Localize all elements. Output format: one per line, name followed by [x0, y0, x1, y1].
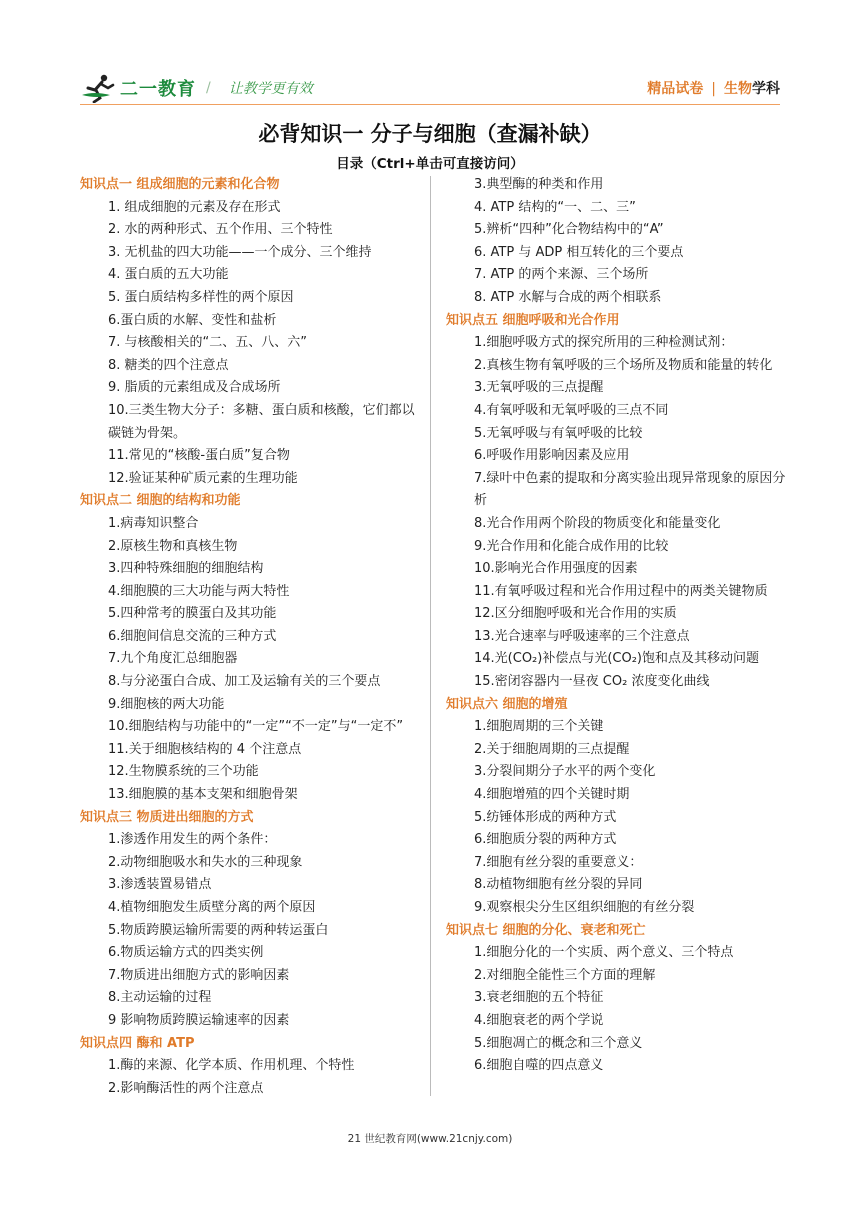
- toc-link[interactable]: 9. 脂质的元素组成及合成场所: [108, 380, 281, 396]
- toc-link[interactable]: 2.关于细胞周期的三点提醒: [474, 741, 630, 757]
- document-title: 必背知识一 分子与细胞（查漏补缺）: [258, 121, 602, 146]
- toc-link[interactable]: 5.四种常考的膜蛋白及其功能: [108, 606, 277, 622]
- toc-link[interactable]: 5.纺锤体形成的两种方式: [474, 809, 617, 825]
- toc-link[interactable]: 3. 无机盐的四大功能——一个成分、三个维持: [108, 244, 372, 260]
- toc-link[interactable]: 6.蛋白质的水解、变性和盐析: [108, 312, 277, 328]
- toc-link[interactable]: 8.光合作用两个阶段的物质变化和能量变化: [474, 515, 721, 531]
- toc-right-column: [446, 174, 786, 1078]
- toc-link[interactable]: 7.绿叶中色素的提取和分离实验出现异常现象的原因分析: [474, 470, 786, 509]
- toc-link[interactable]: 12.生物膜系统的三个功能: [108, 764, 259, 780]
- toc-link[interactable]: 4. ATP 结构的“一、二、三”: [474, 199, 636, 215]
- brand-logo[interactable]: [80, 70, 313, 106]
- toc-link[interactable]: 4.植物细胞发生质壁分离的两个原因: [108, 900, 316, 915]
- toc-link[interactable]: 3.分裂间期分子水平的两个变化: [474, 764, 656, 780]
- toc-link[interactable]: 1.病毒知识整合: [108, 515, 199, 531]
- toc-link[interactable]: 4.细胞增殖的四个关键时期: [474, 787, 630, 803]
- toc-link[interactable]: 8.动植物细胞有丝分裂的异同: [474, 877, 643, 893]
- header-subject-label: [647, 78, 780, 98]
- page-header: [80, 70, 780, 106]
- toc-link[interactable]: 2.对细胞全能性三个方面的理解: [474, 967, 656, 983]
- toc-section-heading[interactable]: 知识点四 酶和 ATP: [80, 1035, 195, 1051]
- toc-link[interactable]: 1. 组成细胞的元素及存在形式: [108, 199, 281, 215]
- toc-link[interactable]: 8.主动运输的过程: [108, 990, 212, 1006]
- toc-section-heading[interactable]: 知识点三 物质进出细胞的方式: [80, 809, 254, 825]
- toc-link[interactable]: 10.影响光合作用强度的因素: [474, 561, 638, 577]
- toc-link[interactable]: 1.细胞周期的三个关键: [474, 719, 604, 735]
- header-subject-suffix: 学科: [752, 81, 780, 97]
- toc-link[interactable]: 6.细胞自噬的四点意义: [474, 1058, 604, 1074]
- toc-link[interactable]: 6.物质运输方式的四类实例: [108, 945, 264, 961]
- toc-heading: 目录（Ctrl+单击可直接访问）: [336, 156, 524, 172]
- toc-link[interactable]: 1.细胞分化的一个实质、两个意义、三个特点: [474, 945, 734, 961]
- toc-link[interactable]: 13.细胞膜的基本支架和细胞骨架: [108, 787, 298, 803]
- toc-link[interactable]: 4. 蛋白质的五大功能: [108, 267, 229, 283]
- toc-link[interactable]: 5.辨析“四种”化合物结构中的“A”: [474, 222, 664, 238]
- toc-link[interactable]: 14.光(CO₂)补偿点与光(CO₂)饱和点及其移动问题: [474, 651, 760, 667]
- toc-link[interactable]: 6.细胞间信息交流的三种方式: [108, 628, 277, 644]
- toc-link[interactable]: 7.物质进出细胞方式的影响因素: [108, 967, 290, 983]
- toc-link[interactable]: 9.光合作用和化能合成作用的比较: [474, 538, 669, 554]
- toc-section-heading[interactable]: 知识点一 组成细胞的元素和化合物: [80, 177, 280, 192]
- toc-section-heading[interactable]: 知识点七 细胞的分化、衰老和死亡: [446, 922, 646, 938]
- column-divider: [430, 176, 431, 1096]
- toc-link[interactable]: 3.渗透装置易错点: [108, 877, 212, 893]
- running-figure-icon: [80, 73, 118, 103]
- toc-link[interactable]: 4.细胞膜的三大功能与两大特性: [108, 583, 290, 599]
- toc-link[interactable]: 2.影响酶活性的两个注意点: [108, 1080, 264, 1096]
- toc-link[interactable]: 2. 水的两种形式、五个作用、三个特性: [108, 222, 333, 238]
- toc-link[interactable]: 7. ATP 的两个来源、三个场所: [474, 267, 649, 283]
- toc-link[interactable]: 8. ATP 水解与合成的两个相联系: [474, 289, 662, 305]
- toc-link[interactable]: 6.细胞质分裂的两种方式: [474, 832, 617, 848]
- toc-link[interactable]: 1.细胞呼吸方式的探究所用的三种检测试剂：: [474, 335, 734, 351]
- toc-link[interactable]: 15.密闭容器内一昼夜 CO₂ 浓度变化曲线: [474, 674, 710, 690]
- toc-section-heading[interactable]: 知识点五 细胞呼吸和光合作用: [446, 312, 620, 328]
- toc-link[interactable]: 2.真核生物有氧呼吸的三个场所及物质和能量的转化: [474, 357, 773, 373]
- header-subject: 生物: [724, 81, 752, 97]
- toc-link[interactable]: 10.三类生物大分子：多糖、蛋白质和核酸，它们都以碳链为骨架。: [108, 402, 415, 441]
- toc-link[interactable]: 11.关于细胞核结构的 4 个注意点: [108, 741, 302, 757]
- toc-link[interactable]: 13.光合速率与呼吸速率的三个注意点: [474, 628, 690, 644]
- toc-link[interactable]: 3.无氧呼吸的三点提醒: [474, 380, 604, 396]
- toc-link[interactable]: 7.九个角度汇总细胞器: [108, 651, 238, 667]
- toc-link[interactable]: 7.细胞有丝分裂的重要意义：: [474, 854, 643, 870]
- header-category: 精品试卷: [647, 81, 704, 97]
- toc-link[interactable]: 9.细胞核的两大功能: [108, 696, 225, 712]
- toc-link[interactable]: 1.渗透作用发生的两个条件：: [108, 832, 277, 848]
- toc-link[interactable]: 6.呼吸作用影响因素及应用: [474, 448, 630, 464]
- logo-text: 二一教育: [120, 79, 196, 100]
- toc-link[interactable]: 12.区分细胞呼吸和光合作用的实质: [474, 606, 677, 622]
- toc-link[interactable]: 3.典型酶的种类和作用: [474, 177, 604, 192]
- toc-link[interactable]: 3.衰老细胞的五个特征: [474, 990, 604, 1006]
- toc-link[interactable]: 6. ATP 与 ADP 相互转化的三个要点: [474, 244, 684, 260]
- toc-link[interactable]: 5.物质跨膜运输所需要的两种转运蛋白: [108, 922, 329, 938]
- toc-link[interactable]: 7. 与核酸相关的“二、五、八、六”: [108, 335, 308, 351]
- logo-divider: /: [206, 80, 211, 96]
- toc-link[interactable]: 8.与分泌蛋白合成、加工及运输有关的三个要点: [108, 674, 381, 690]
- toc-link[interactable]: 4.有氧呼吸和无氧呼吸的三点不同: [474, 402, 669, 418]
- toc-link[interactable]: 10.细胞结构与功能中的“一定”“不一定”与“一定不”: [108, 719, 404, 735]
- toc-left-column: [80, 174, 420, 1100]
- toc-link[interactable]: 5. 蛋白质结构多样性的两个原因: [108, 289, 294, 305]
- header-separator: |: [711, 81, 716, 97]
- toc-link[interactable]: 12.验证某种矿质元素的生理功能: [108, 470, 298, 486]
- toc-link[interactable]: 4.细胞衰老的两个学说: [474, 1012, 604, 1028]
- toc-link[interactable]: 9.观察根尖分生区组织细胞的有丝分裂: [474, 900, 695, 915]
- toc-link[interactable]: 5.无氧呼吸与有氧呼吸的比较: [474, 425, 643, 441]
- toc-link[interactable]: 2.动物细胞吸水和失水的三种现象: [108, 854, 303, 870]
- toc-link[interactable]: 2.原核生物和真核生物: [108, 538, 238, 554]
- toc-link[interactable]: 9 影响物质跨膜运输速率的因素: [108, 1012, 290, 1028]
- toc-link[interactable]: 3.四种特殊细胞的细胞结构: [108, 561, 264, 577]
- toc-link[interactable]: 5.细胞凋亡的概念和三个意义: [474, 1035, 643, 1051]
- logo-slogan: 让教学更有效: [228, 81, 313, 97]
- page-footer: 21 世纪教育网(www.21cnjy.com): [347, 1133, 513, 1145]
- toc-link[interactable]: 8. 糖类的四个注意点: [108, 357, 229, 373]
- toc-link[interactable]: 1.酶的来源、化学本质、作用机理、个特性: [108, 1058, 355, 1074]
- header-rule: [80, 104, 780, 105]
- toc-link[interactable]: 11.常见的“核酸-蛋白质”复合物: [108, 448, 290, 464]
- toc-section-heading[interactable]: 知识点二 细胞的结构和功能: [80, 493, 241, 509]
- toc-link[interactable]: 11.有氧呼吸过程和光合作用过程中的两类关键物质: [474, 583, 768, 599]
- toc-section-heading[interactable]: 知识点六 细胞的增殖: [446, 696, 568, 712]
